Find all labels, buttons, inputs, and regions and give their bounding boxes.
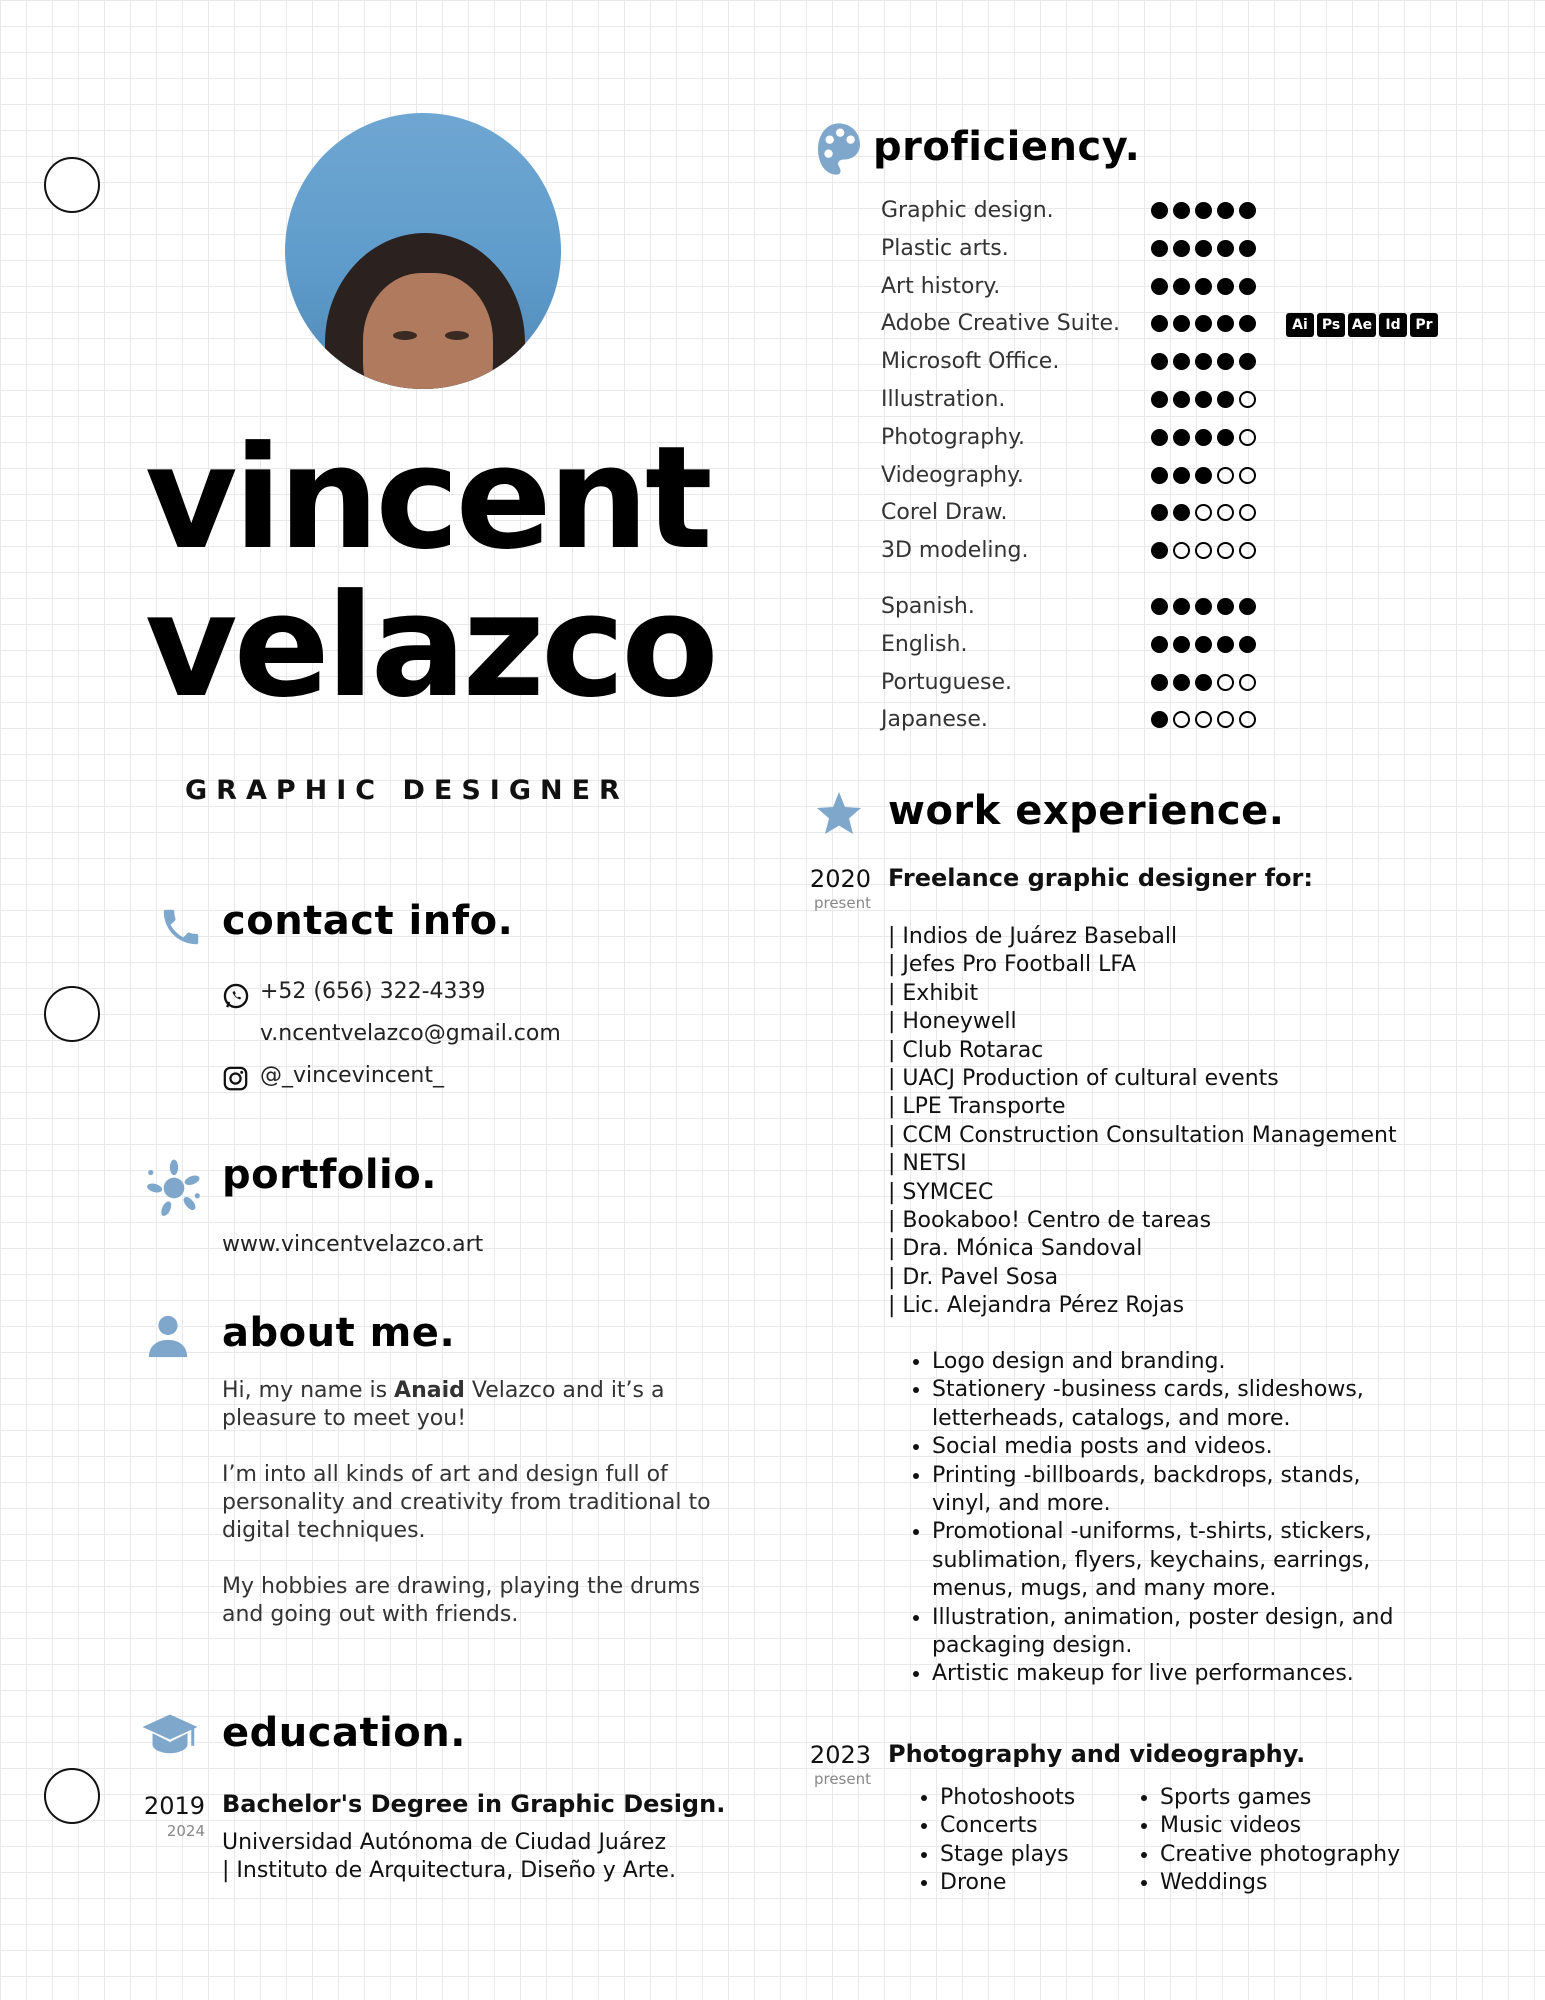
- skill-row: [881, 387, 1481, 417]
- skill-label: Plastic arts.: [881, 235, 1009, 261]
- whatsapp-icon: [222, 982, 250, 1010]
- rating-dot-filled: [1173, 202, 1190, 219]
- job1-present: present: [813, 894, 871, 912]
- adobe-badge-icon: Ai: [1286, 313, 1314, 337]
- binder-hole: [44, 986, 100, 1042]
- client-item: | Exhibit: [888, 980, 979, 1006]
- skill-rating: [1151, 429, 1256, 446]
- rating-dot-filled: [1151, 353, 1168, 370]
- rating-dot-filled: [1173, 636, 1190, 653]
- portfolio-heading: portfolio.: [222, 1152, 437, 1198]
- client-item: | LPE Transporte: [888, 1094, 1066, 1120]
- skill-rating: [1151, 315, 1256, 332]
- about-intro-rest: Velazco and it’s a pleasure to meet you!: [222, 1378, 665, 1431]
- education-heading: education.: [222, 1710, 466, 1756]
- last-name: velazco: [145, 564, 715, 729]
- rating-dot-empty: [1217, 467, 1234, 484]
- languages-list: [881, 594, 1481, 744]
- list-item: • Promotional -uniforms, t-shirts, stickers, sublimation, flyers, keychains, earrings, menus, mugs, and many more.: [932, 1518, 1422, 1603]
- skill-row: [881, 198, 1481, 228]
- skill-rating: [1151, 467, 1256, 484]
- job2-list-right: [1130, 1784, 1430, 1898]
- rating-dot-filled: [1217, 202, 1234, 219]
- rating-dot-empty: [1239, 504, 1256, 521]
- task-list: [902, 1348, 1422, 1689]
- rating-dot-filled: [1239, 636, 1256, 653]
- rating-dot-empty: [1239, 467, 1256, 484]
- skill-row: [881, 274, 1481, 304]
- list-item: • Artistic makeup for live performances.: [932, 1660, 1422, 1688]
- client-list: [888, 923, 1397, 1321]
- binder-hole: [44, 157, 100, 213]
- client-item: | NETSI: [888, 1151, 967, 1177]
- rating-dot-filled: [1195, 636, 1212, 653]
- client-item: | Bookaboo! Centro de tareas: [888, 1208, 1212, 1234]
- client-item: | Dr. Pavel Sosa: [888, 1264, 1059, 1290]
- person-icon: [145, 1312, 191, 1360]
- job2-role: Photography and videography.: [888, 1740, 1306, 1768]
- list-item: • Photoshoots: [940, 1784, 1110, 1812]
- rating-dot-filled: [1217, 278, 1234, 295]
- skill-row: [881, 707, 1481, 737]
- splat-icon: [143, 1156, 205, 1220]
- phone-number[interactable]: +52 (656) 322-4339: [260, 979, 486, 1004]
- client-item: | UACJ Production of cultural events: [888, 1066, 1279, 1092]
- rating-dot-filled: [1173, 240, 1190, 257]
- about-text: [222, 1377, 742, 1657]
- rating-dot-empty: [1173, 542, 1190, 559]
- education-school: Universidad Autónoma de Ciudad Juárez: [222, 1830, 666, 1855]
- rating-dot-filled: [1195, 467, 1212, 484]
- client-item: | Club Rotarac: [888, 1037, 1044, 1063]
- work-heading: work experience.: [888, 788, 1285, 834]
- education-degree: Bachelor's Degree in Graphic Design.: [222, 1790, 726, 1818]
- rating-dot-filled: [1151, 674, 1168, 691]
- skill-rating: [1151, 711, 1256, 728]
- skill-rating: [1151, 542, 1256, 559]
- rating-dot-empty: [1217, 504, 1234, 521]
- rating-dot-empty: [1239, 711, 1256, 728]
- about-paragraph: I’m into all kinds of art and design full of personality and creativity from traditional to digital techniques.: [222, 1462, 711, 1543]
- rating-dot-filled: [1151, 636, 1168, 653]
- rating-dot-filled: [1195, 598, 1212, 615]
- skill-label: Corel Draw.: [881, 500, 1008, 526]
- list-item: • Concerts: [940, 1812, 1110, 1840]
- rating-dot-filled: [1195, 202, 1212, 219]
- rating-dot-filled: [1195, 674, 1212, 691]
- list-item: • Music videos: [1160, 1812, 1430, 1840]
- skill-rating: [1151, 278, 1256, 295]
- list-item: • Illustration, animation, poster design, and packaging design.: [932, 1604, 1422, 1661]
- skill-rating: [1151, 240, 1256, 257]
- list-item: • Social media posts and videos.: [932, 1433, 1422, 1461]
- adobe-badge-icon: Pr: [1410, 313, 1438, 337]
- client-item: | Honeywell: [888, 1009, 1017, 1035]
- skill-row: [881, 594, 1481, 624]
- about-paragraph: [222, 1377, 742, 1433]
- client-item: | Jefes Pro Football LFA: [888, 952, 1137, 978]
- rating-dot-filled: [1195, 353, 1212, 370]
- rating-dot-filled: [1239, 353, 1256, 370]
- client-item: | Lic. Alejandra Pérez Rojas: [888, 1293, 1185, 1319]
- rating-dot-filled: [1195, 240, 1212, 257]
- skill-row: [881, 236, 1481, 266]
- skill-row: [881, 670, 1481, 700]
- rating-dot-empty: [1217, 674, 1234, 691]
- rating-dot-filled: [1173, 278, 1190, 295]
- skill-label: Spanish.: [881, 594, 975, 619]
- skill-row: [881, 349, 1481, 379]
- skill-rating: [1151, 353, 1256, 370]
- rating-dot-filled: [1173, 504, 1190, 521]
- first-name: vincent: [145, 416, 709, 581]
- instagram-icon: [222, 1065, 249, 1092]
- skill-label: Adobe Creative Suite.: [881, 311, 1120, 337]
- rating-dot-filled: [1173, 674, 1190, 691]
- rating-dot-filled: [1173, 391, 1190, 408]
- rating-dot-filled: [1151, 278, 1168, 295]
- instagram-handle[interactable]: @_vincevincent_: [260, 1063, 444, 1088]
- rating-dot-empty: [1217, 542, 1234, 559]
- skill-label: Videography.: [881, 462, 1024, 488]
- skill-label: Graphic design.: [881, 198, 1054, 223]
- rating-dot-filled: [1217, 353, 1234, 370]
- rating-dot-filled: [1195, 315, 1212, 332]
- rating-dot-empty: [1217, 711, 1234, 728]
- list-item: • Stage plays: [940, 1841, 1110, 1869]
- rating-dot-filled: [1151, 467, 1168, 484]
- rating-dot-filled: [1217, 315, 1234, 332]
- rating-dot-filled: [1217, 391, 1234, 408]
- about-paragraph: My hobbies are drawing, playing the drums and going out with friends.: [222, 1574, 701, 1627]
- rating-dot-filled: [1217, 598, 1234, 615]
- adobe-app-badges: [1286, 313, 1438, 337]
- rating-dot-filled: [1173, 429, 1190, 446]
- rating-dot-filled: [1195, 429, 1212, 446]
- skill-label: Illustration.: [881, 387, 1006, 412]
- adobe-badge-icon: Ps: [1317, 313, 1345, 337]
- list-item: • Drone: [940, 1869, 1110, 1897]
- about-name-bold: Anaid: [394, 1378, 465, 1403]
- adobe-badge-icon: Id: [1379, 313, 1407, 337]
- contact-heading: contact info.: [222, 898, 514, 944]
- rating-dot-filled: [1239, 315, 1256, 332]
- skill-row: [881, 463, 1481, 493]
- rating-dot-empty: [1195, 711, 1212, 728]
- rating-dot-filled: [1151, 240, 1168, 257]
- skill-rating: [1151, 636, 1256, 653]
- skill-rating: [1151, 598, 1256, 615]
- binder-hole: [44, 1768, 100, 1824]
- skill-rating: [1151, 504, 1256, 521]
- client-item: | Indios de Juárez Baseball: [888, 924, 1178, 949]
- education-institute: | Instituto de Arquitectura, Diseño y Arte.: [222, 1858, 676, 1883]
- rating-dot-filled: [1151, 504, 1168, 521]
- skill-rating: [1151, 202, 1256, 219]
- list-item: • Printing -billboards, backdrops, stands, vinyl, and more.: [932, 1462, 1422, 1519]
- skill-row: [881, 311, 1481, 341]
- about-intro-text: Hi, my name is: [222, 1378, 395, 1403]
- phone-icon: [158, 903, 204, 951]
- rating-dot-filled: [1173, 315, 1190, 332]
- profile-photo: [285, 113, 561, 389]
- portfolio-url[interactable]: www.vincentvelazco.art: [222, 1232, 484, 1257]
- rating-dot-filled: [1151, 202, 1168, 219]
- education-start-year: 2019: [143, 1792, 205, 1820]
- list-item: • Stationery -business cards, slideshows, letterheads, catalogs, and more.: [932, 1376, 1422, 1433]
- job2-present: present: [813, 1770, 871, 1788]
- about-heading: about me.: [222, 1310, 456, 1356]
- list-item: • Logo design and branding.: [932, 1348, 1422, 1376]
- rating-dot-empty: [1173, 711, 1190, 728]
- adobe-badge-icon: Ae: [1348, 313, 1376, 337]
- job1-role: Freelance graphic designer for:: [888, 864, 1313, 892]
- rating-dot-empty: [1239, 391, 1256, 408]
- rating-dot-filled: [1239, 202, 1256, 219]
- job2-year: 2023: [809, 1741, 871, 1769]
- skill-rating: [1151, 391, 1256, 408]
- rating-dot-filled: [1151, 711, 1168, 728]
- rating-dot-empty: [1239, 674, 1256, 691]
- skill-row: [881, 500, 1481, 530]
- rating-dot-filled: [1151, 391, 1168, 408]
- job-title: GRAPHIC DESIGNER: [185, 775, 629, 806]
- skill-row: [881, 632, 1481, 662]
- rating-dot-filled: [1239, 278, 1256, 295]
- email-address[interactable]: v.ncentvelazco@gmail.com: [260, 1021, 561, 1046]
- list-item: • Weddings: [1160, 1869, 1430, 1897]
- rating-dot-filled: [1217, 429, 1234, 446]
- skill-label: Japanese.: [881, 707, 988, 733]
- rating-dot-empty: [1239, 542, 1256, 559]
- proficiency-heading: proficiency.: [873, 124, 1141, 170]
- graduation-cap-icon: [140, 1712, 200, 1762]
- full-name: [145, 416, 715, 729]
- rating-dot-filled: [1173, 598, 1190, 615]
- rating-dot-filled: [1151, 598, 1168, 615]
- rating-dot-empty: [1239, 429, 1256, 446]
- job2-list-left: [910, 1784, 1110, 1898]
- rating-dot-filled: [1217, 636, 1234, 653]
- rating-dot-filled: [1151, 542, 1168, 559]
- job1-year: 2020: [809, 865, 871, 893]
- client-item: | SYMCEC: [888, 1179, 994, 1205]
- rating-dot-filled: [1173, 353, 1190, 370]
- client-item: | Dra. Mónica Sandoval: [888, 1236, 1143, 1262]
- rating-dot-empty: [1195, 504, 1212, 521]
- education-end-year: 2024: [166, 1822, 205, 1840]
- rating-dot-filled: [1195, 278, 1212, 295]
- rating-dot-filled: [1173, 467, 1190, 484]
- skill-row: [881, 538, 1481, 568]
- skill-label: Portuguese.: [881, 669, 1012, 695]
- rating-dot-empty: [1195, 542, 1212, 559]
- rating-dot-filled: [1217, 240, 1234, 257]
- rating-dot-filled: [1239, 240, 1256, 257]
- client-item: | CCM Construction Consultation Management: [888, 1122, 1397, 1148]
- skill-rating: [1151, 674, 1256, 691]
- list-item: • Creative photography: [1160, 1841, 1430, 1869]
- list-item: • Sports games: [1160, 1784, 1430, 1812]
- skill-label: 3D modeling.: [881, 538, 1029, 564]
- star-icon: [815, 790, 863, 836]
- skill-row: [881, 425, 1481, 455]
- skill-label: Art history.: [881, 273, 1001, 299]
- rating-dot-filled: [1239, 598, 1256, 615]
- rating-dot-filled: [1151, 429, 1168, 446]
- skills-list: [881, 198, 1481, 578]
- rating-dot-filled: [1151, 315, 1168, 332]
- rating-dot-filled: [1195, 391, 1212, 408]
- skill-label: English.: [881, 631, 968, 657]
- palette-icon: [815, 121, 863, 177]
- skill-label: Microsoft Office.: [881, 349, 1060, 375]
- skill-label: Photography.: [881, 424, 1026, 450]
